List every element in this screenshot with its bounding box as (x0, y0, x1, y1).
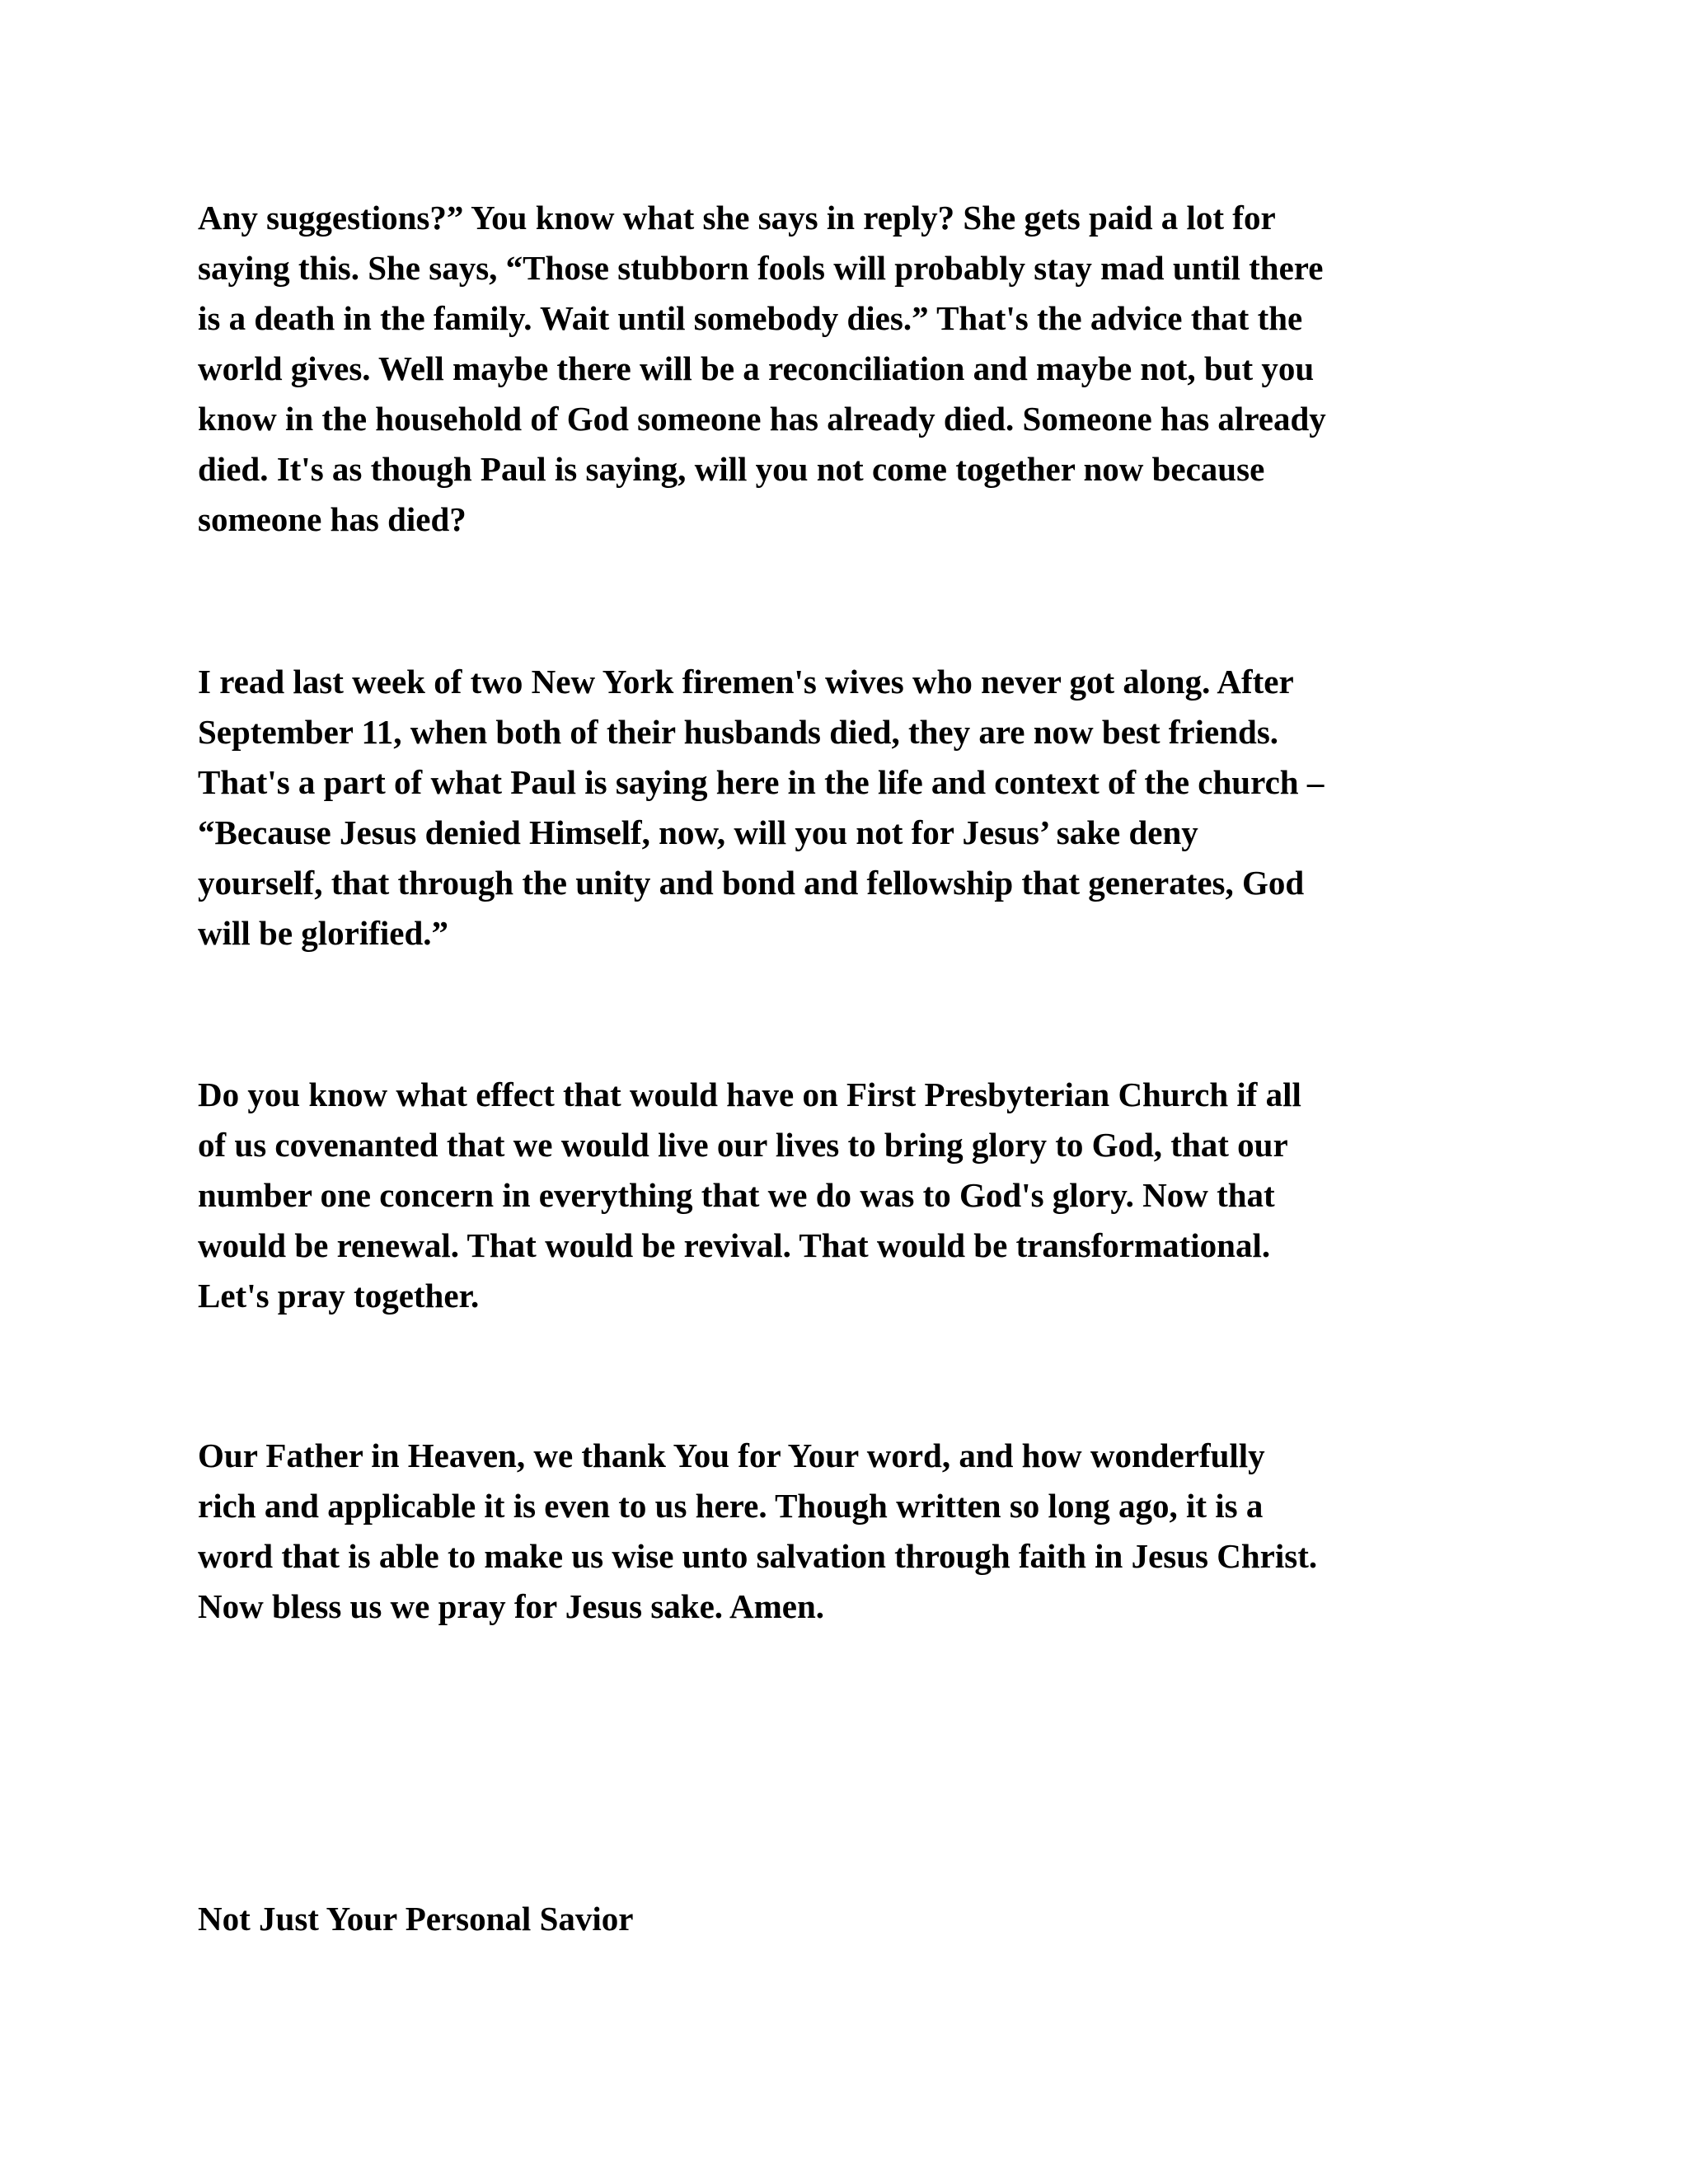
paragraph-line: saying this. She says, “Those stubborn fools will probably stay mad until there (198, 249, 1324, 287)
paragraph-prayer (198, 1431, 1533, 1632)
paragraph-line: know in the household of God someone has already died. Someone has already (198, 400, 1326, 438)
paragraph-line: Now bless us we pray for Jesus sake. Amen. (198, 1587, 825, 1625)
paragraph-line: would be renewal. That would be revival. That would be transformational. (198, 1226, 1271, 1264)
paragraph-line: rich and applicable it is even to us here. Though written so long ago, it is a (198, 1487, 1264, 1525)
paragraph-line: That's a part of what Paul is saying here in the life and context of the church – (198, 763, 1325, 801)
paragraph-line: world gives. Well maybe there will be a reconciliation and maybe not, but you (198, 349, 1315, 387)
section-heading: Not Just Your Personal Savior (198, 1900, 634, 1938)
paragraph-line: Let's pray together. (198, 1277, 480, 1315)
paragraph-line: number one concern in everything that we do was to God's glory. Now that (198, 1176, 1275, 1214)
paragraph-line: is a death in the family. Wait until somebody dies.” That's the advice that the (198, 299, 1303, 337)
paragraph-line: Do you know what effect that would have on First Presbyterian Church if all (198, 1076, 1301, 1113)
paragraph-line: “Because Jesus denied Himself, now, will you not for Jesus’ sake deny (198, 813, 1198, 851)
paragraph-line: Any suggestions?” You know what she says in reply? She gets paid a lot for (198, 199, 1276, 237)
paragraph-line: someone has died? (198, 500, 467, 538)
paragraph-line: Our Father in Heaven, we thank You for Your word, and how wonderfully (198, 1436, 1265, 1474)
paragraph-suggestions (198, 193, 1533, 545)
paragraph-line: yourself, that through the unity and bond and fellowship that generates, God (198, 864, 1305, 902)
paragraph-line: September 11, when both of their husbands died, they are now best friends. (198, 713, 1279, 751)
paragraph-line: died. It's as though Paul is saying, will you not come together now because (198, 450, 1265, 488)
paragraph-line: I read last week of two New York firemen's wives who never got along. After (198, 663, 1294, 701)
paragraph-line: will be glorified.” (198, 914, 449, 952)
paragraph-line: of us covenanted that we would live our lives to bring glory to God, that our (198, 1126, 1288, 1164)
paragraph-first-presbyterian (198, 1070, 1533, 1321)
paragraph-firemen-wives (198, 657, 1533, 958)
paragraph-line: word that is able to make us wise unto salvation through faith in Jesus Christ. (198, 1537, 1318, 1575)
